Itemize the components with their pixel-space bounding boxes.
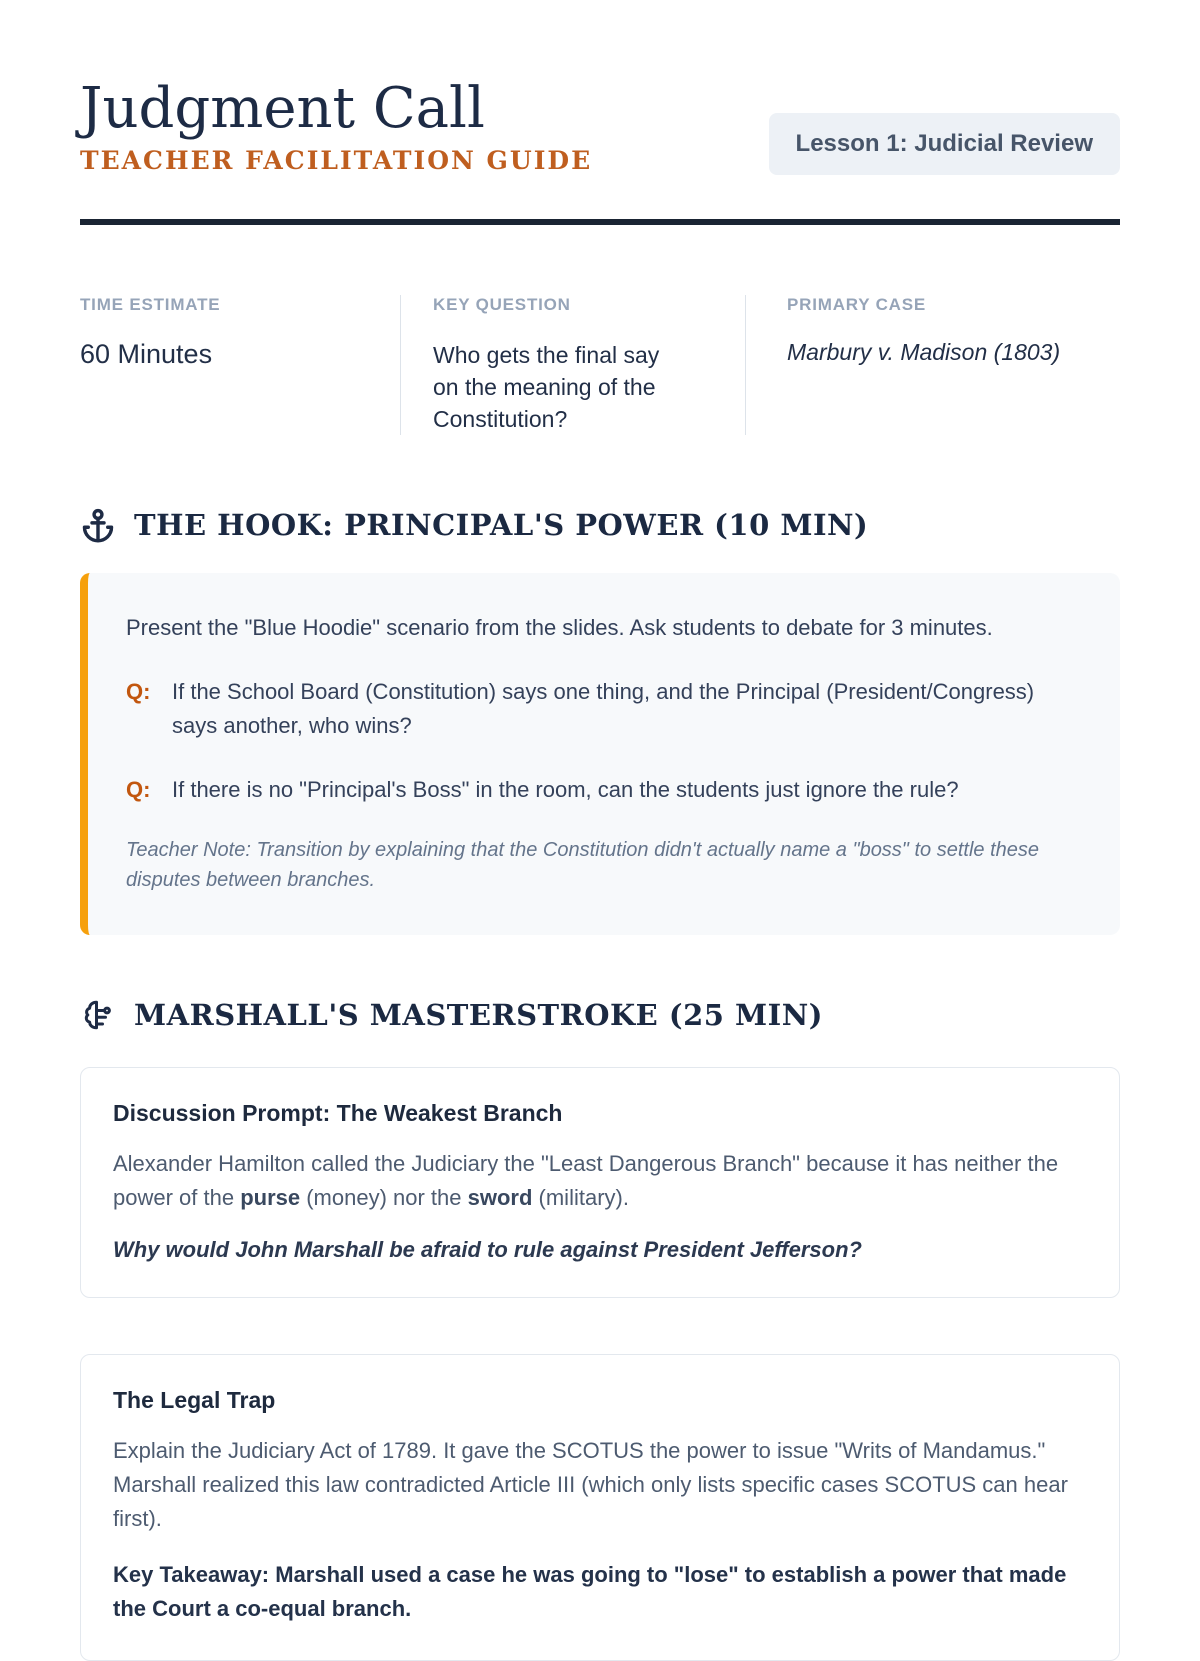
meta-primary-case (745, 295, 1120, 435)
meta-value: Who gets the final say on the meaning of the Constitution? (433, 341, 660, 432)
section-title: THE HOOK: PRINCIPAL'S POWER (10 MIN) (134, 507, 869, 542)
body-text: (military). (532, 1184, 629, 1210)
section-title: MARSHALL'S MASTERSTROKE (25 MIN) (134, 997, 823, 1032)
card-body (113, 1147, 1087, 1215)
legal-trap-card (80, 1354, 1120, 1661)
body-text: (money) nor the (300, 1184, 468, 1210)
brain-circuit-icon (80, 997, 116, 1033)
discussion-question: Why would John Marshall be afraid to rule against President Jefferson? (113, 1236, 862, 1262)
meta-label: TIME ESTIMATE (80, 294, 221, 314)
card-title: The Legal Trap (113, 1386, 276, 1413)
card-body: Explain the Judiciary Act of 1789. It gave the SCOTUS the power to issue "Writs of Mandamus." Marshall realized this law contradicted Article III (which only lists specific cases SCOTUS can hear first). (113, 1437, 1068, 1531)
hook-card (80, 573, 1120, 935)
section-heading-hook (80, 507, 1120, 543)
anchor-icon (80, 507, 116, 543)
meta-label: KEY QUESTION (433, 294, 571, 314)
hook-intro: Present the "Blue Hoodie" scenario from the slides. Ask students to debate for 3 minutes. (126, 614, 993, 640)
lesson-badge: Lesson 1: Judicial Review (769, 113, 1120, 175)
key-takeaway: Key Takeaway: Marshall used a case he was going to "lose" to establish a power that made the Court a co-equal branch. (113, 1561, 1067, 1621)
page-subtitle: TEACHER FACILITATION GUIDE (80, 145, 593, 175)
question-text: If there is no "Principal's Boss" in the room, can the students just ignore the rule? (172, 776, 959, 802)
meta-time-estimate (80, 295, 400, 435)
body-bold-sword: sword (467, 1184, 533, 1210)
meta-key-question (400, 295, 745, 435)
question-prefix: Q: (126, 678, 151, 704)
question-row (126, 675, 1075, 743)
body-bold-purse: purse (240, 1184, 301, 1210)
body-text: Alexander Hamilton called the Judiciary the "Least Dangerous Branch" because it has neither the power of the (113, 1150, 1059, 1210)
question-text: If the School Board (Constitution) says one thing, and the Principal (President/Congress) says another, who wins? (172, 678, 1035, 738)
meta-value: 60 Minutes (80, 338, 213, 369)
discussion-prompt-card (80, 1067, 1120, 1298)
meta-value: Marbury v. Madison (1803) (787, 338, 1061, 365)
page-title: Judgment Call (80, 76, 485, 141)
meta-label: PRIMARY CASE (787, 294, 927, 314)
teacher-note: Teacher Note: Transition by explaining that the Constitution didn't actually name a "boss" to settle these disputes between branches. (126, 838, 1039, 891)
header-divider (80, 219, 1120, 225)
section-heading-masterstroke (80, 997, 1120, 1033)
brand-block (80, 78, 592, 175)
question-prefix: Q: (126, 776, 151, 802)
header (80, 78, 1120, 175)
question-row (126, 773, 1075, 807)
card-title: Discussion Prompt: The Weakest Branch (113, 1099, 563, 1126)
meta-row (80, 295, 1120, 435)
